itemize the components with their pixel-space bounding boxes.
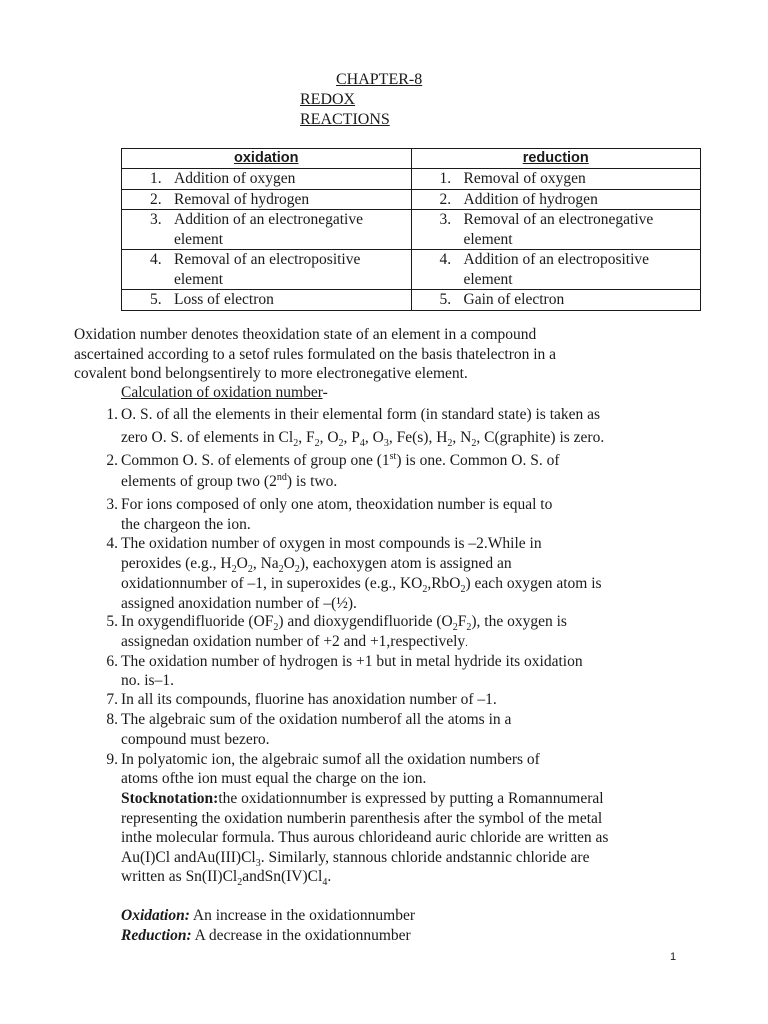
rule-line: In polyatomic ion, the algebraic sumof all the oxidation numbers of [121,751,540,768]
cell-text: Addition of an electronegative element [174,211,363,248]
intro-line: covalent bond belongsentirely to more electronegative element. [74,365,468,382]
rule-number: 4. [106,535,118,552]
stock-line: inthe molecular formula. Thus aurous chlorideand auric chloride are written as [121,829,609,846]
definition-oxidation: Oxidation: An increase in the oxidationnumber [121,907,416,924]
rule-number: 5. [106,613,118,630]
cell-text: Gain of electron [463,291,565,308]
stock-line: written as $Sn(II)Cl_2andSn(IV)Cl_4$. [121,868,332,889]
rule-line: For ions composed of only one atom, theoxidation number is equal to [121,496,553,513]
cell-text: Removal of oxygen [463,170,586,187]
cell-text: Addition of hydrogen [463,190,598,208]
rule-line: peroxides (e.g., $H_2O_2$, $Na_2O_2$), eachoxygen atom is assigned an [121,555,512,576]
calc-heading-suffix: - [322,384,328,401]
calc-heading-text: Calculation of oxidation number [121,384,323,401]
cell-text: Loss of electron [174,291,274,308]
rule-line: The oxidation number of oxygen in most compounds is –2.While in [121,535,542,552]
stock-line: Au(I)Cl $andAu(III)Cl_3$. Similarly, stannous chloride andstannic chloride are [121,848,590,869]
intro-line: ascertained according to a setof rules formulated on the basis thatelectron in a [74,345,557,363]
header-reduction: reduction [411,149,701,169]
row-number: 1. [439,170,452,187]
rule-number: 9. [106,751,118,768]
table-row [122,210,701,250]
rule-line: no. is–1. [121,672,174,689]
rule-line: elements of group two (2nd) is two. [121,471,338,490]
rule-line: In all its compounds, fluorine has anoxidation number of –1. [121,691,497,708]
chapter-heading: CHAPTER-8 [336,71,423,88]
title-line-1: REDOX [300,91,356,108]
calc-heading [121,383,328,403]
rule-line: assignedan oxidation number of +2 and +1,respectively. [121,633,468,650]
rule-line: Common O. S. of elements of group one (1st) is one. Common O. S. of [121,450,560,469]
row-number: 2. [439,190,452,208]
row-number: 5. [150,291,162,308]
rule-line: the chargeon the ion. [121,516,251,533]
rule-number: 2. [106,452,118,469]
rule-number: 7. [106,691,118,708]
table-row [122,169,701,190]
intro-paragraph [74,325,556,384]
row-number: 5. [439,291,452,308]
stock-line: Stocknotation:the oxidationnumber is expressed by putting a Romannumeral [121,790,604,807]
rule-line: The algebraic sum of the oxidation numberof all the atoms in a [121,711,512,728]
rule-line: zero O. S. of elements in $Cl_2$, $F_2$, $O_2$, $P_4$, $O_3$, Fe(s), $H_2$, $N_2$, C(graphite) is zero. [121,429,605,450]
rule-line: compound must bezero. [121,731,270,748]
rule-line: assigned anoxidation number of –(½). [121,595,357,612]
rule-line: O. S. of all the elements in their elemental form (in standard state) is taken as [121,406,601,423]
rule-number: 8. [106,711,118,728]
rule-number: 6. [106,653,118,670]
rule-line: The oxidation number of hydrogen is +1 but in metal hydride its oxidation [121,653,583,670]
cell-text: Removal of an electronegative element [463,211,654,248]
row-number: 4. [150,251,162,268]
row-number: 1. [150,170,162,187]
cell-text: Addition of an electropositive element [463,251,650,288]
row-number: 3. [439,211,452,228]
intro-line: Oxidation number denotes theoxidation state of an element in a compound [74,326,537,343]
rule-line: oxidationnumber of –1, in superoxides (e.g., $KO_2,RbO_2$) each oxygen atom is [121,575,602,596]
rule-line: atoms ofthe ion must equal the charge on the ion. [121,770,427,787]
table-row [122,189,701,210]
cell-text: Removal of an electropositive element [174,251,361,288]
title-line-2: REACTIONS [300,111,390,128]
table-row [122,290,701,311]
stock-notation [121,789,608,887]
header-oxidation: oxidation [122,149,412,169]
row-number: 2. [150,190,162,208]
row-number: 3. [150,211,162,228]
cell-text: Removal of hydrogen [174,190,310,208]
row-number: 4. [439,251,452,268]
rule-number: 3. [106,496,118,513]
rule-number: 1. [106,406,118,423]
rule-line: In oxygendifluoride $(OF_2)$ and dioxygendifluoride $(O_2F_2)$, the oxygen is [121,613,567,634]
definition-reduction: Reduction: A decrease in the oxidationnumber [121,927,411,944]
table-row [122,250,701,290]
stock-line: representing the oxidation numberin parenthesis after the symbol of the metal [121,809,603,827]
cell-text: Addition of oxygen [174,170,296,187]
oxidation-reduction-table [121,148,701,311]
page-number: 1 [670,951,677,963]
